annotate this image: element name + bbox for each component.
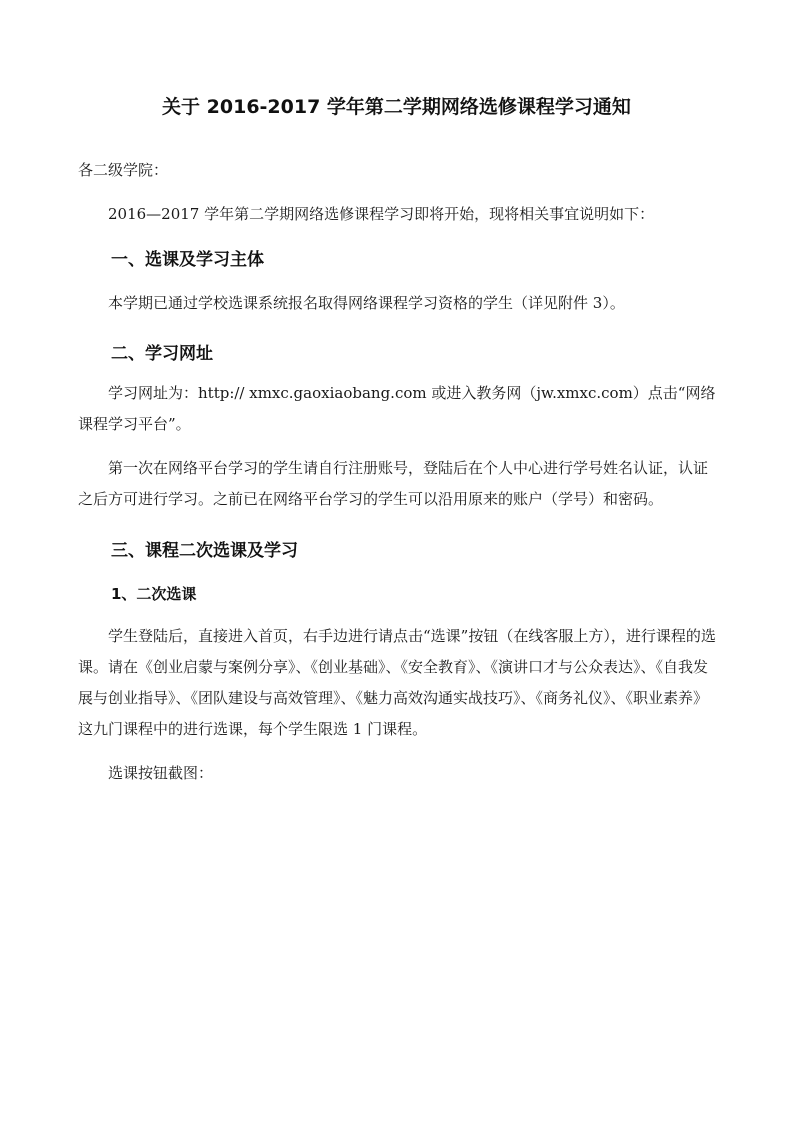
salutation: 各二级学院： [78, 161, 169, 179]
section-heading-3: 三、课程二次选课及学习 [111, 541, 298, 561]
subsection-1-paragraph-1: 学生登陆后，直接进入首页，右手边进行请点击“选课”按钮（在线客服上方），进行课程的选课。请在《创业启蒙与案例分享》、《创业基础》、《安全教育》、《演讲口才与公众表达》、《自我发展与创业指导》、《团队建设与高效管理》、《魅力高效沟通实战技巧》、《商务礼仪》、《职业素养》这九门课程中的进行选课，每个学生限选 1 门课程。 [78, 627, 716, 738]
intro-paragraph: 2016—2017 学年第二学期网络选修课程学习即将开始，现将相关事宜说明如下： [108, 205, 655, 223]
document-title: 关于 2016-2017 学年第二学期网络选修课程学习通知 [162, 96, 631, 118]
section-1-paragraph: 本学期已通过学校选课系统报名取得网络课程学习资格的学生（详见附件 3）。 [108, 294, 625, 312]
subsection-heading-1: 1、二次选课 [111, 585, 197, 603]
section-heading-2: 二、学习网址 [111, 344, 213, 364]
subsection-1-paragraph-2: 选课按钮截图： [108, 764, 214, 782]
section-2-paragraph-2: 第一次在网络平台学习的学生请自行注册账号，登陆后在个人中心进行学号姓名认证，认证之后方可进行学习。之前已在网络平台学习的学生可以沿用原来的账户（学号）和密码。 [78, 459, 709, 508]
section-2-paragraph-1: 学习网址为：http:// xmxc.gaoxiaobang.com 或进入教务网（jw.xmxc.com）点击“网络课程学习平台”。 [78, 384, 716, 433]
section-heading-1: 一、选课及学习主体 [111, 250, 264, 270]
